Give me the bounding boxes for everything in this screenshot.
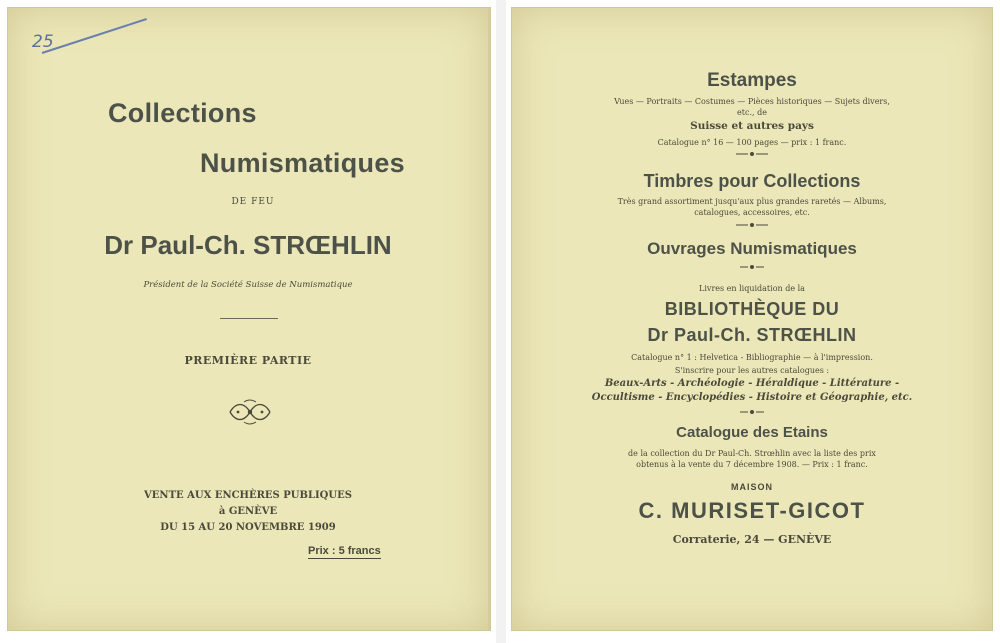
back-sinscrire: S'inscrire pour les autres catalogues : [674,366,830,375]
back-author-name: Dr Paul-Ch. STRŒHLIN [647,325,857,345]
front-vente-line1: VENTE AUX ENCHÈRES PUBLIQUES [144,490,352,501]
front-de-feu: DE FEU [231,197,275,207]
back-timbres-desc1: Très grand assortiment jusqu'aux plus grandes raretés — Albums, [617,197,887,206]
ornament-icon [226,398,274,426]
back-catalogue1: Catalogue n° 1 : Helvetica - Bibliographie — à l'impression. [631,353,873,362]
front-title-line1: Collections [108,98,257,128]
back-subjects2: Occultisme - Encyclopédies - Histoire et Géographie, etc. [591,392,913,403]
divider-ornament-icon [738,408,766,416]
back-catalogue16: Catalogue n° 16 — 100 pages — prix : 1 franc. [657,138,847,147]
divider-ornament-icon [734,150,770,158]
back-livres: Livres en liquidation de la [699,284,805,293]
back-estampes-desc2: etc., de [737,108,767,117]
back-ouvrages-title: Ouvrages Numismatiques [647,239,857,258]
back-cover [512,8,992,630]
pencil-note: 25 [32,32,54,52]
back-address: Corraterie, 24 — GENÈVE [672,533,832,546]
front-cover [8,8,490,630]
front-partie: PREMIÈRE PARTIE [184,354,312,367]
back-etains-desc1: de la collection du Dr Paul-Ch. Strœhlin avec la liste des prix [628,449,876,458]
back-etains-title: Catalogue des Etains [676,424,828,441]
front-president-line: Président de la Société Suisse de Numismatique [143,280,353,290]
divider-ornament-icon [738,263,766,271]
back-timbres-title: Timbres pour Collections [643,171,861,191]
front-author-name: Dr Paul-Ch. STRŒHLIN [104,230,392,260]
front-title-line2: Numismatiques [200,148,405,178]
front-price: Prix : 5 francs [308,545,381,557]
back-etains-desc2: obtenus à la vente du 7 décembre 1908. — Prix : 1 franc. [636,460,868,469]
divider-ornament-icon [734,221,770,229]
front-vente-line3: DU 15 AU 20 NOVEMBRE 1909 [160,522,336,533]
pen-stroke [42,18,147,54]
front-sale-info [8,488,488,536]
back-timbres-desc2: catalogues, accessoires, etc. [694,208,810,217]
front-vente-line2: à GENÈVE [218,506,278,517]
front-rule [220,318,278,319]
back-publisher: C. MURISET-GICOT [638,498,866,523]
cover-gap [496,0,506,643]
back-estampes-title: Estampes [707,70,797,91]
back-bibliotheque: BIBLIOTHÈQUE DU [664,299,840,319]
back-suisse: Suisse et autres pays [690,120,814,132]
back-subjects1: Beaux-Arts - Archéologie - Héraldique - Littérature - [604,378,900,389]
back-maison: MAISON [731,482,773,492]
back-estampes-desc1: Vues — Portraits — Costumes — Pièces historiques — Sujets divers, [614,97,890,106]
